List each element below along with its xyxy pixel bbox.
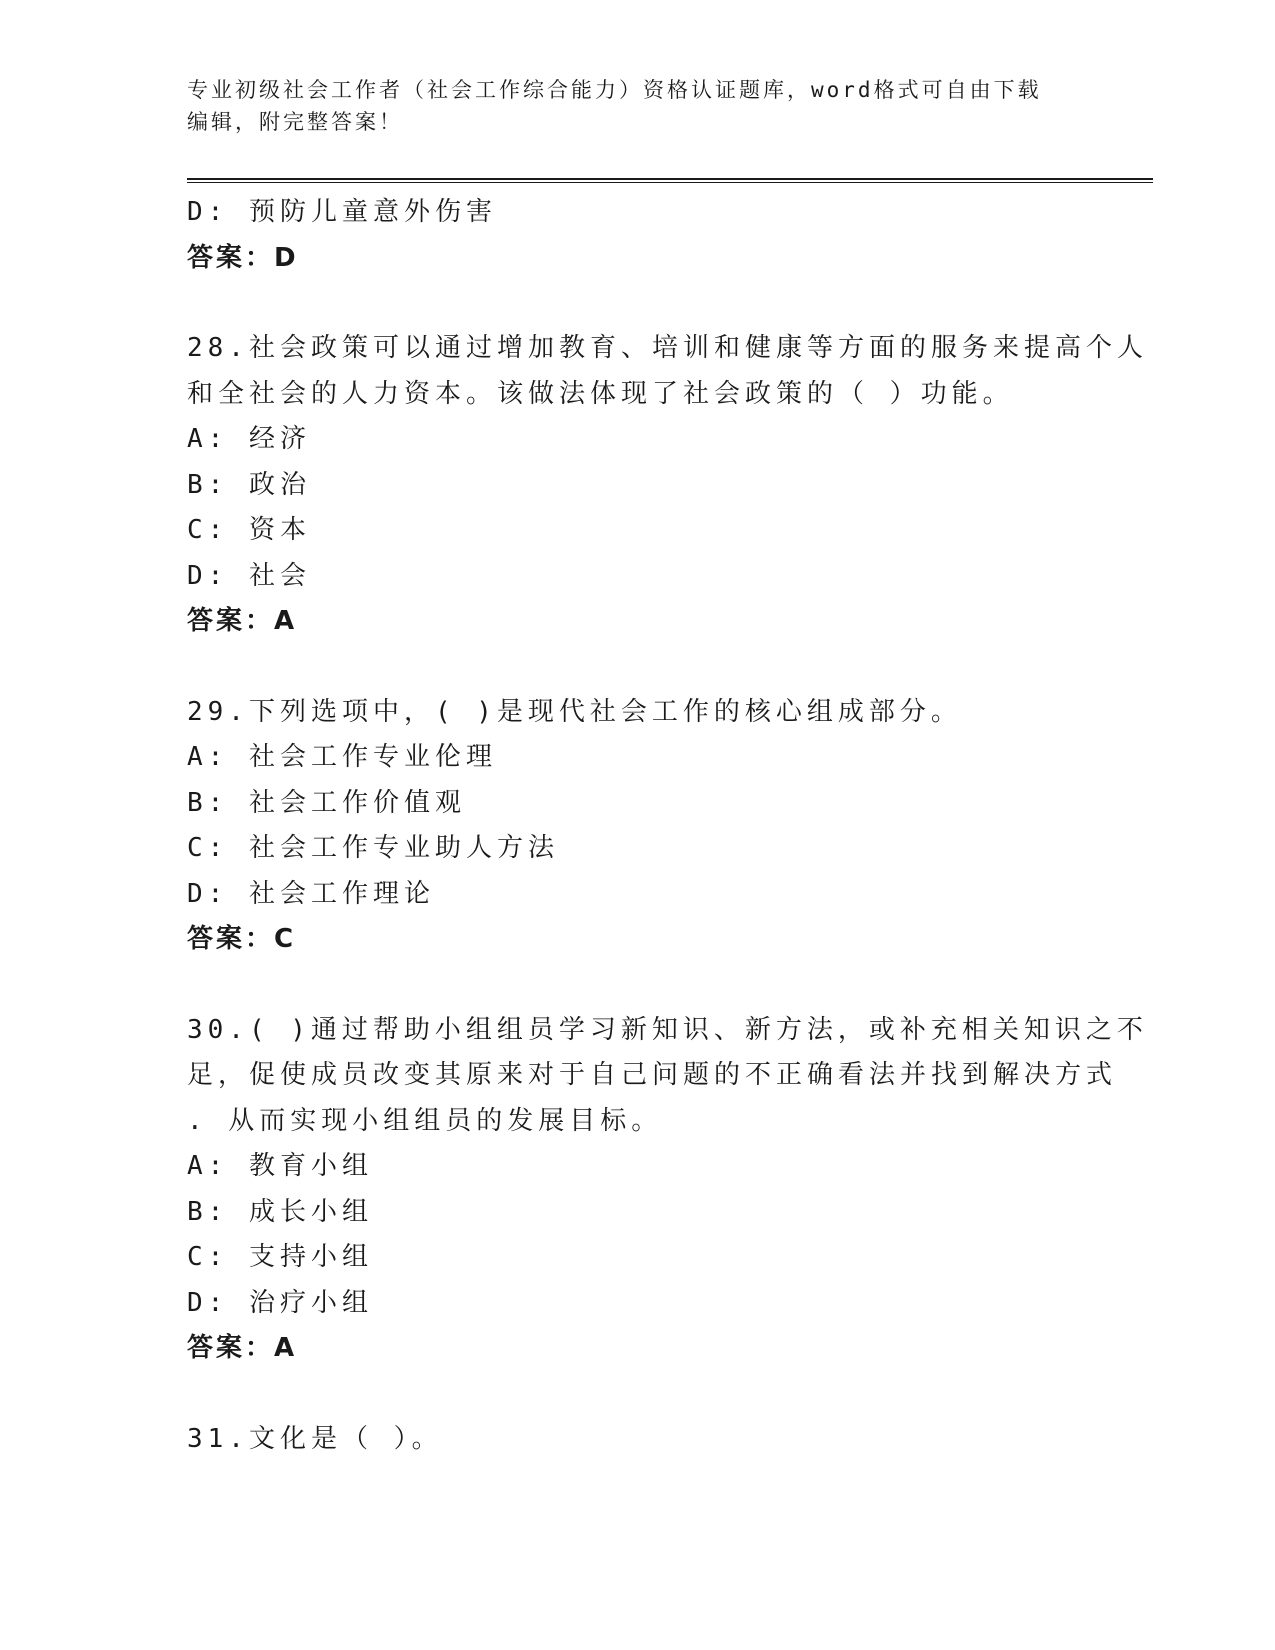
option-d: D: 社会: [187, 560, 311, 591]
answer-label: 答案：: [187, 606, 275, 636]
question-list: [187, 190, 1148, 1462]
answer-value: D: [274, 242, 298, 273]
question-31: [187, 1417, 1087, 1463]
header-divider-thin: [187, 182, 1153, 183]
option-a: A: 经济: [187, 424, 311, 454]
answer-line: [187, 917, 1087, 963]
answer-label: 答案：: [187, 1333, 275, 1363]
document-header: [187, 74, 1087, 138]
header-line-1: 专业初级社会工作者（社会工作综合能力）资格认证题库，word格式可自由下载: [187, 78, 1042, 102]
option-b: B: 政治: [187, 469, 311, 500]
header-divider-thick: [187, 178, 1153, 180]
question-29: [187, 690, 1087, 963]
option-c: C: 社会工作专业助人方法: [187, 833, 559, 863]
question-stem: 29.下列选项中，( )是现代社会工作的核心组成部分。: [187, 696, 962, 727]
option-b: B: 成长小组: [187, 1196, 373, 1227]
question-stem: 和全社会的人力资本。该做法体现了社会政策的（ ）功能。: [187, 378, 1014, 409]
option-c: C: 资本: [187, 515, 311, 545]
option-d: D: 预防儿童意外伤害: [187, 197, 497, 227]
option-c: C: 支持小组: [187, 1242, 373, 1272]
question-stem: 28.社会政策可以通过增加教育、培训和健康等方面的服务来提高个人: [187, 333, 1148, 363]
question-30: [187, 1008, 1148, 1372]
option-b: B: 社会工作价值观: [187, 787, 466, 818]
option-d: D: 治疗小组: [187, 1287, 373, 1318]
header-line-2: 编辑，附完整答案！: [187, 110, 403, 134]
answer-label: 答案：: [187, 242, 275, 273]
answer-value: A: [274, 606, 297, 636]
question-stem: 30.( )通过帮助小组组员学习新知识、新方法，或补充相关知识之不: [187, 1014, 1148, 1045]
answer-label: 答案：: [187, 924, 275, 954]
question-stem: 31.文化是（ ）。: [187, 1423, 443, 1454]
answer-line: [187, 599, 1087, 645]
answer-value: C: [274, 924, 296, 954]
answer-line: [187, 236, 1087, 282]
answer-value: A: [274, 1333, 297, 1363]
option-a: A: 教育小组: [187, 1151, 373, 1181]
question-stem: 足，促使成员改变其原来对于自己问题的不正确看法并找到解决方式: [187, 1060, 1118, 1090]
question-stem: . 从而实现小组组员的发展目标。: [187, 1105, 663, 1136]
option-d: D: 社会工作理论: [187, 878, 435, 909]
answer-line: [187, 1326, 1087, 1372]
question-28: [187, 326, 1148, 645]
option-a: A: 社会工作专业伦理: [187, 742, 497, 772]
